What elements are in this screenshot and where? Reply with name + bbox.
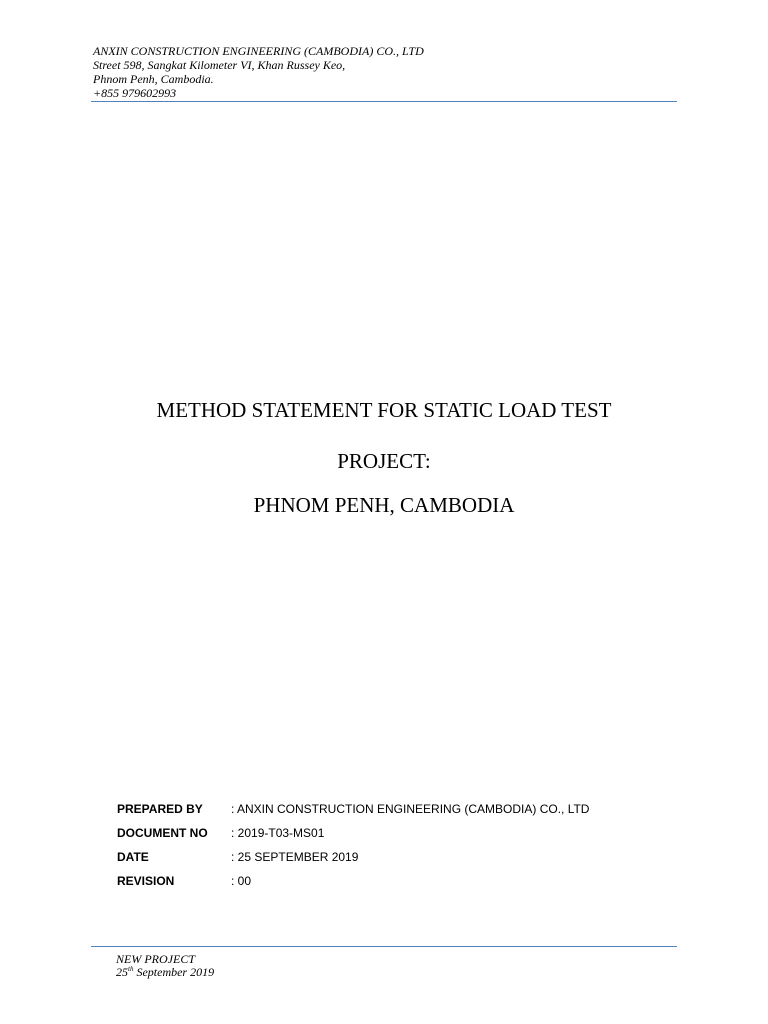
detail-label: PREPARED BY — [117, 802, 203, 816]
document-title: METHOD STATEMENT FOR STATIC LOAD TEST — [156, 398, 612, 422]
detail-value: : 00 — [231, 874, 252, 888]
header-divider — [91, 101, 677, 102]
detail-row-revision — [117, 874, 589, 898]
company-name: ANXIN CONSTRUCTION ENGINEERING (CAMBODIA) CO., LTD — [93, 44, 424, 58]
detail-row-date — [117, 850, 589, 874]
phone-number: +855 979602993 — [93, 86, 177, 100]
project-label: PROJECT: — [337, 449, 431, 473]
detail-value: : 2019-T03-MS01 — [231, 826, 325, 840]
detail-label: DATE — [117, 850, 149, 864]
detail-label: DOCUMENT NO — [117, 826, 208, 840]
footer-date — [116, 966, 214, 979]
project-location: PHNOM PENH, CAMBODIA — [253, 493, 515, 517]
detail-label: REVISION — [117, 874, 175, 888]
address-line-2: Phnom Penh, Cambodia. — [93, 72, 214, 86]
detail-row-prepared-by — [117, 802, 589, 826]
detail-value: : 25 SEPTEMBER 2019 — [231, 850, 359, 864]
page-footer — [116, 953, 214, 979]
footer-date-rest: September 2019 — [133, 965, 215, 979]
detail-row-document-no — [117, 826, 589, 850]
detail-value: : ANXIN CONSTRUCTION ENGINEERING (CAMBODIA) CO., LTD — [231, 802, 590, 816]
footer-project-name: NEW PROJECT — [116, 952, 195, 966]
footer-date-suffix: th — [128, 965, 134, 973]
address-line-1: Street 598, Sangkat Kilometer VI, Khan Russey Keo, — [93, 58, 346, 72]
footer-divider — [91, 946, 677, 947]
letterhead — [93, 44, 424, 100]
footer-date-day: 25 — [116, 965, 128, 979]
document-details-table — [117, 802, 589, 898]
